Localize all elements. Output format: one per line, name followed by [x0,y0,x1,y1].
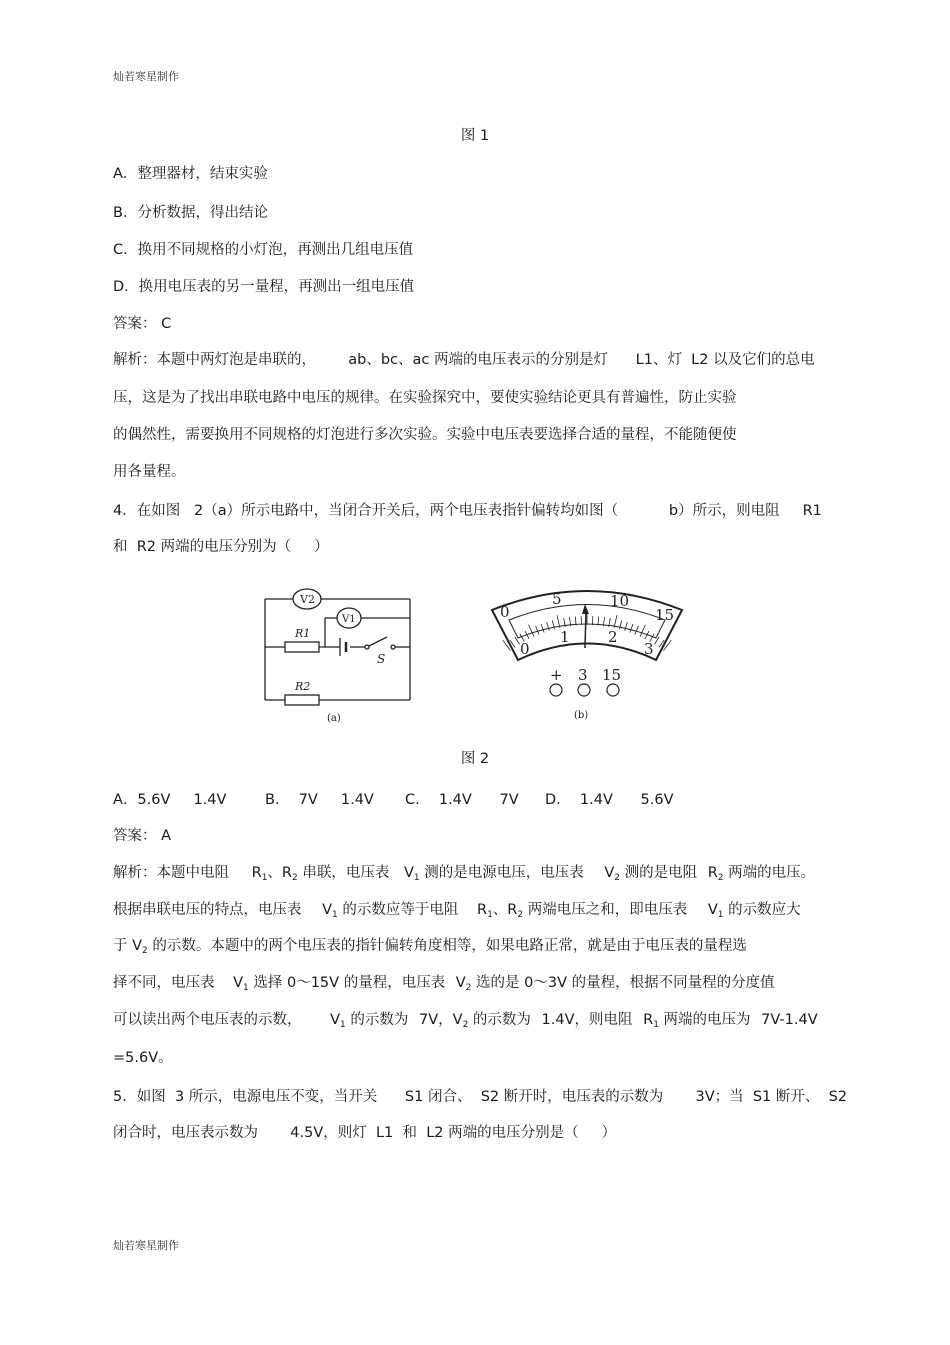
figure-a-caption: (a) [327,713,341,724]
q3-answer: 答案： C [113,316,172,332]
q3-option-b: B．分析数据，得出结论 [113,205,268,221]
top-scale-label: 0 [500,603,510,621]
top-scale-label: 5 [552,590,562,608]
switch-label: S [377,652,386,666]
terminal-label: 15 [602,666,622,684]
top-scale-label: 15 [655,606,675,624]
circuit-diagram-a [255,585,425,725]
bottom-scale-label: 2 [608,628,618,646]
header-watermark: 灿若寒星制作 [113,70,179,83]
q4-stem-line: 4．在如图 2（a）所示电路中，当闭合开关后，两个电压表指针偏转均如图（ b）所示，则电阻 R1 [113,503,822,519]
bottom-scale-label: 0 [520,640,530,658]
bottom-scale-label: 1 [560,628,570,646]
q3-option-c: C．换用不同规格的小灯泡，再测出几组电压值 [113,242,414,258]
r1-label: R1 [295,627,311,640]
figure-b-caption: (b) [574,710,589,721]
voltmeter-dial-b [482,582,692,727]
q3-option-d: D．换用电压表的另一量程，再测出一组电压值 [113,279,415,295]
q4-option-b: B． 7V 1.4V [265,792,374,808]
q4-stem-line: 和 R2 两端的电压分别为（ ） [113,539,329,555]
terminal-label: 3 [578,666,588,684]
figure-1-caption: 图 1 [460,128,490,144]
q4-option-a: A．5.6V 1.4V [113,792,227,808]
v2-label: V2 [300,593,315,606]
q4-analysis-line: =5.6V。 [113,1050,173,1066]
terminal-3-icon [578,684,590,696]
q3-analysis-line: 的偶然性，需要换用不同规格的灯泡进行多次实验。实验中电压表要选择合适的量程，不能随便使 [113,427,737,443]
q4-analysis-line: 择不同，电压表 $V_1$ 选择 0～15V 的量程，电压表 $V_2$ 选的是 0～3V 的量程，根据不同量程的分度值 [113,975,775,993]
terminal-15-icon [607,684,619,696]
top-scale-label: 10 [610,592,630,610]
q3-analysis-line: 用各量程。 [113,464,186,480]
r2-label: R2 [295,680,311,693]
q3-analysis-line: 解析：本题中两灯泡是串联的， ab、bc、ac 两端的电压表示的分别是灯 L1、灯 L2 以及它们的总电 [113,352,815,368]
q4-option-d: D． 1.4V 5.6V [545,792,674,808]
q5-stem-line: 闭合时，电压表示数为 4.5V，则灯 L1 和 L2 两端的电压分别是（ ） [113,1125,617,1141]
q4-option-c: C． 1.4V 7V [405,792,519,808]
terminal-label: + [550,666,563,684]
q4-analysis-line: 于 $V_2$ 的示数。本题中的两个电压表的指针偏转角度相等，如果电路正常，就是由于电压表的量程选 [113,938,747,956]
q4-answer: 答案： A [113,828,172,844]
terminal-plus-icon [550,684,562,696]
q4-analysis-line: 解析：本题中电阻 $R_1$、$R_2$ 串联，电压表 $V_1$ 测的是电源电压，电压表 $V_2$ 测的是电阻 $R_2$ 两端的电压。 [113,865,816,883]
q3-analysis-line: 压，这是为了找出串联电路中电压的规律。在实验探究中，要使实验结论更具有普遍性，防止实验 [113,390,737,406]
bottom-scale-label: 3 [644,640,654,658]
q5-stem-line: 5．如图 3 所示，电源电压不变，当开关 S1 闭合、 S2 断开时，电压表的示数为 3V；当 S1 断开、 S2 [113,1089,848,1105]
figure-2-caption: 图 2 [460,751,490,767]
footer-watermark: 灿若寒星制作 [113,1239,179,1252]
q3-option-a: A．整理器材，结束实验 [113,166,268,182]
v1-label: V1 [342,614,356,625]
q4-analysis-line: 根据串联电压的特点，电压表 $V_1$ 的示数应等于电阻 $R_1$、$R_2$ 两端电压之和，即电压表 $V_1$ 的示数应大 [113,902,801,920]
q4-analysis-line: 可以读出两个电压表的示数， $V_1$ 的示数为 7V，$V_2$ 的示数为 1.4V，则电阻 $R_1$ 两端的电压为 7V-1.4V [113,1012,818,1030]
